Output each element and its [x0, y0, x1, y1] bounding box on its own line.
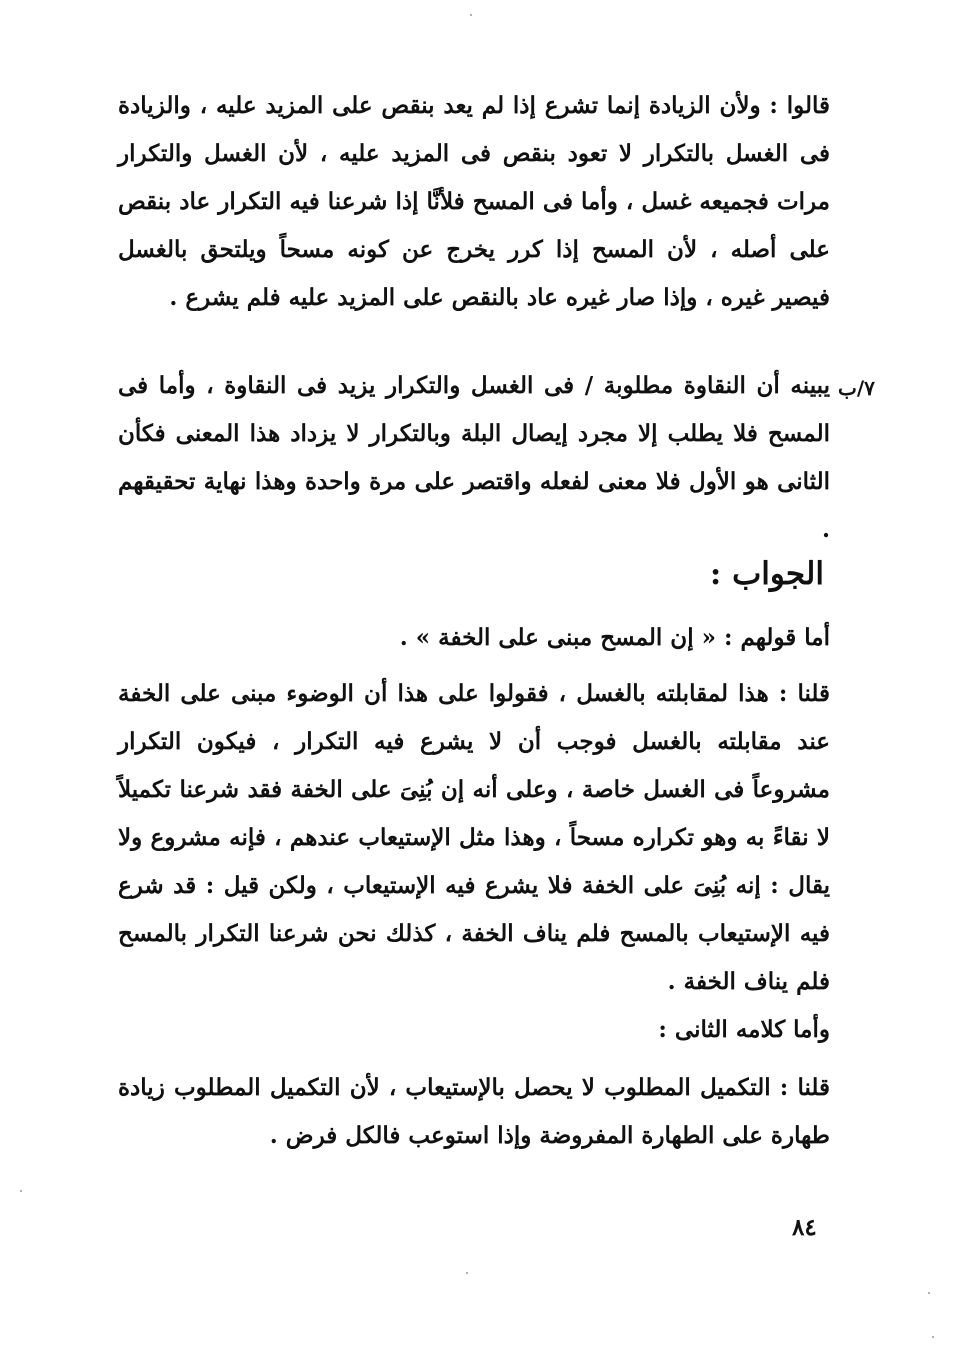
page-number: ٨٤ — [792, 1214, 817, 1241]
paragraph-reply-completion: قلنا : التكميل المطلوب لا يحصل بالإستيعاب ، لأن التكميل المطلوب زيادة طهارة على الطهارة المفروضة وإذا استوعب فالكل فرض . — [118, 1074, 831, 1149]
paragraph-objection-addition: قالوا : ولأن الزيادة إنما تشرع إذا لم يعد بنقص على المزيد عليه ، والزيادة فى الغسل بالتكرار لا تعود بنقص فى المزيد عليه ، لأن الغسل والتكرار مرات فجميعه غسل ، وأما فى المسح فلأنَّا إذا شرعنا فيه التكرار عاد بنقص على أصله ، لأن المسح إذا كرر يخرج عن كونه مسحاً ويلتحق بالغسل فيصير غيره ، وإذا صار غيره عاد بالنقص على المزيد عليه فلم يشرع . — [118, 92, 830, 311]
paragraph-cleanliness-argument: يبينه أن النقاوة مطلوبة / فى الغسل والتكرار يزيد فى النقاوة ، وأما فى المسح فلا يطلب إلا مجرد إيصال البلة وبالتكرار لا يزداد هذا المعنى فكأن الثانى هو الأول فلا معنى لفعله واقتصر على مرة واحدة وهذا نهاية تحقيقهم . — [118, 372, 830, 543]
scan-speck — [466, 1272, 468, 1274]
scan-speck — [470, 14, 472, 16]
scan-speck — [20, 1190, 22, 1192]
paragraph-their-statement: أما قولهم : « إن المسح مبنى على الخفة » . — [399, 624, 830, 651]
section-heading-answer: الجواب : — [709, 556, 824, 592]
paragraph-reply-lightness: قلنا : هذا لمقابلته بالغسل ، فقولوا على هذا أن الوضوء مبنى على الخفة عند مقابلته بالغسل فوجب أن لا يشرع فيه التكرار ، فيكون التكرار مشروعاً فى الغسل خاصة ، وعلى أنه إن بُنِىَ على الخفة فقد شرعنا تكميلاً لا نقاءً به وهو تكراره مسحاً ، وهذا مثل الإستيعاب عندهم ، فإنه مشروع ولا يقال : إنه بُنِىَ على الخفة فلا يشرع فيه الإستيعاب ، ولكن قيل : قد شرع فيه الإستيعاب بالمسح فلم يناف الخفة ، كذلك نحن شرعنا التكرار بالمسح فلم يناف الخفة . — [118, 680, 830, 995]
scan-speck — [928, 1292, 930, 1294]
paragraph-second-statement: وأما كلامه الثانى : — [658, 1016, 830, 1043]
scan-speck — [932, 1336, 934, 1338]
folio-marginal-note: ٧/ب — [838, 376, 875, 400]
